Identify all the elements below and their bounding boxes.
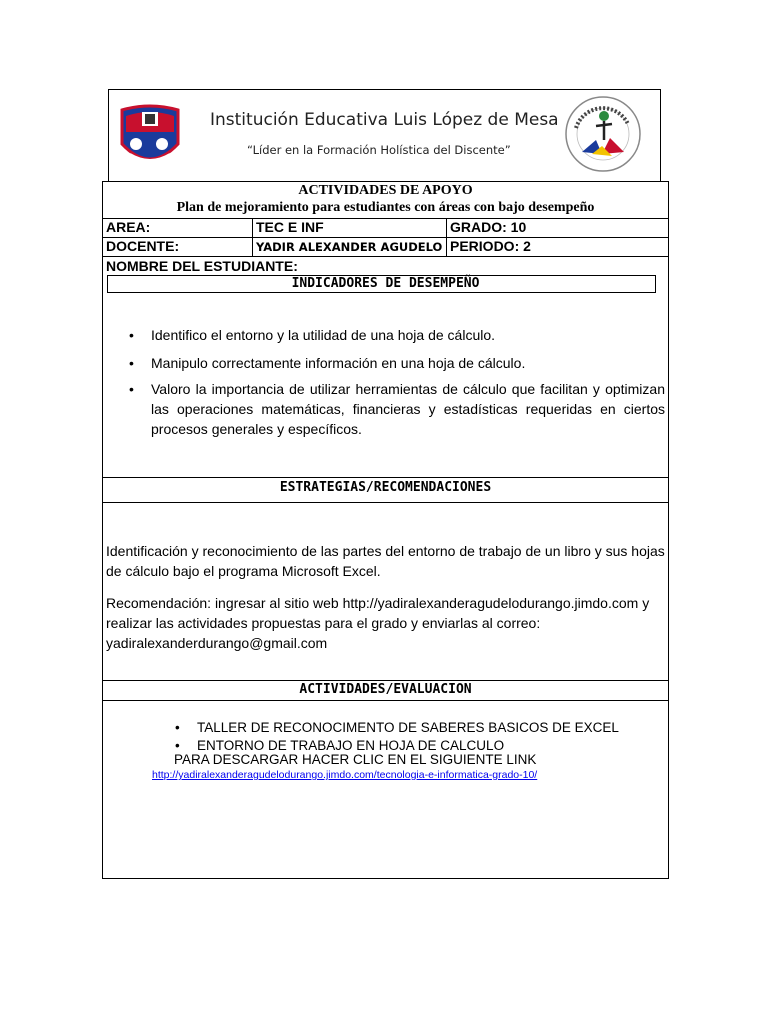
crest-logo <box>116 104 184 170</box>
support-activities-form <box>102 181 669 879</box>
period-label: PERIODO: 2 <box>450 238 531 254</box>
student-name-label: NOMBRE DEL ESTUDIANTE: <box>106 258 298 274</box>
list-item: • Manipulo correctamente información en una hoja de cálculo. <box>151 353 665 373</box>
list-item: • TALLER DE RECONOCIMENTO DE SABERES BASICOS DE EXCEL <box>197 719 619 737</box>
indicators-header: INDICADORES DE DESEMPEÑO <box>291 276 480 291</box>
area-value: TEC E INF <box>256 219 324 235</box>
recommendation-text: Recomendación: ingresar al sitio web http://yadiralexanderagudelodurango.jimdo.com y realizar las actividades propuestas para el grado y enviarlas al correo: yadiralexanderdurango@gmail.com <box>106 595 650 651</box>
activities-list <box>197 719 619 755</box>
list-item: • Identifico el entorno y la utilidad de una hoja de cálculo. <box>151 325 665 345</box>
list-item: • Valoro la importancia de utilizar herramientas de cálculo que facilitan y optimizan las operaciones matemáticas, financieras y estadísticas requeridas en ciertos procesos generales y específicos. <box>151 379 665 439</box>
teacher-value: YADIR ALEXANDER AGUDELO <box>256 240 443 254</box>
activities-header: ACTIVIDADES/EVALUACION <box>299 682 472 697</box>
list-item: • ENTORNO DE TRABAJO EN HOJA DE CALCULO <box>197 737 619 755</box>
form-subtitle: Plan de mejoramiento para estudiantes con áreas con bajo desempeño <box>176 200 595 215</box>
grade-label: GRADO: 10 <box>450 219 527 235</box>
download-link[interactable]: http://yadiralexanderagudelodurango.jimdo.com/tecnologia-e-informatica-grado-10/ <box>152 769 538 781</box>
strategies-header: ESTRATEGIAS/RECOMENDACIONES <box>279 480 492 495</box>
teacher-label: DOCENTE: <box>106 238 180 254</box>
form-title: ACTIVIDADES DE APOYO <box>298 183 473 198</box>
strategy-text: Identificación y reconocimiento de las partes del entorno de trabajo de un libro y sus hojas de cálculo bajo el programa Microsoft Excel. <box>106 543 665 579</box>
institution-name: Institución Educativa Luis López de Mesa <box>210 110 559 130</box>
indicators-list <box>151 325 665 439</box>
download-instructions: PARA DESCARGAR HACER CLIC EN EL SIGUIENTE LINK <box>174 752 537 767</box>
area-label: AREA: <box>106 219 151 235</box>
institution-motto: “Líder en la Formación Holística del Discente” <box>247 143 511 157</box>
round-logo <box>562 94 644 174</box>
